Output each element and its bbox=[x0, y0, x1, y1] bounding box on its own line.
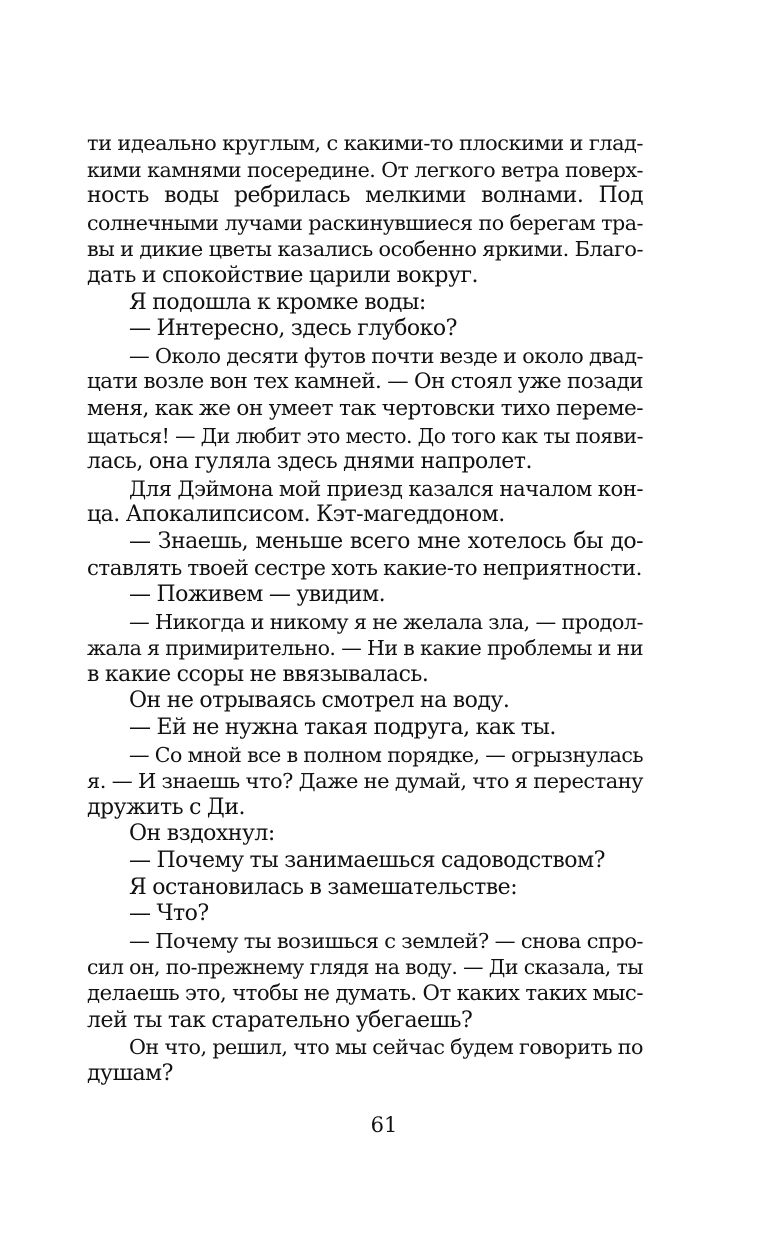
text-line: Я остановилась в замешательстве: bbox=[129, 874, 518, 900]
text-line: — Около десяти футов почти везде и около двад- bbox=[129, 343, 643, 368]
text-line: — Почему ты возишься с землей? — снова спро- bbox=[129, 928, 643, 953]
text-line: — Интересно, здесь глубоко? bbox=[129, 316, 457, 342]
text-line: дружить с Ди. bbox=[87, 794, 245, 820]
body-text bbox=[87, 130, 643, 1087]
text-line: сил он, по-прежнему глядя на воду. — Ди сказала, ты bbox=[87, 955, 643, 980]
text-line: Для Дэймона мой приезд казался началом кон- bbox=[129, 475, 643, 501]
text-line: ца. Апокалипсисом. Кэт-магеддоном. bbox=[87, 502, 505, 528]
text-line: меня, как же он умеет так чертовски тихо переме- bbox=[87, 395, 643, 421]
text-line: — Знаешь, меньше всего мне хотелось бы до- bbox=[129, 528, 643, 554]
text-line: щаться! — Ди любит это место. До того как ты появи- bbox=[87, 423, 643, 448]
text-line: делаешь это, чтобы не думать. От каких таких мыс- bbox=[87, 981, 643, 1006]
text-line: — Ей не нужна такая подруга, как ты. bbox=[129, 715, 556, 741]
text-line: в какие ссоры не ввязывалась. bbox=[87, 661, 429, 687]
text-line: я. — И знаешь что? Даже не думай, что я перестану bbox=[87, 769, 643, 794]
text-line: Он не отрываясь смотрел на воду. bbox=[129, 688, 510, 714]
page-number: 61 bbox=[370, 1113, 398, 1137]
text-line: Он что, решил, что мы сейчас будем говорить по bbox=[129, 1035, 643, 1060]
text-line: — Поживем — увидим. bbox=[129, 582, 386, 608]
text-line: ность воды ребрилась мелкими волнами. Под bbox=[87, 183, 643, 209]
text-line: вы и дикие цветы казались особенно яркими. Благо- bbox=[87, 237, 643, 262]
text-line: дать и спокойствие царили вокруг. bbox=[87, 262, 478, 288]
text-line: цати возле вон тех камней. — Он стоял уже позади bbox=[87, 369, 643, 395]
text-line: — Никогда и никому я не желала зла, — продол- bbox=[129, 609, 643, 634]
text-line: — Со мной все в полном порядке, — огрызнулась bbox=[129, 742, 643, 767]
text-line: кими камнями посередине. От легкого ветра поверх- bbox=[87, 157, 643, 182]
text-line: ставлять твоей сестре хоть какие-то неприятности. bbox=[87, 555, 642, 581]
text-line: ти идеально круглым, с какими-то плоскими и глад- bbox=[87, 131, 643, 155]
text-line: — Почему ты занимаешься садоводством? bbox=[129, 848, 605, 874]
text-line: Я подошла к кромке воды: bbox=[129, 289, 426, 315]
text-line: Он вздохнул: bbox=[129, 821, 275, 847]
text-line: лась, она гуляла здесь днями напролет. bbox=[87, 449, 532, 475]
text-line: душам? bbox=[87, 1060, 173, 1086]
text-line: — Что? bbox=[129, 901, 209, 927]
text-line: лей ты так старательно убегаешь? bbox=[87, 1007, 473, 1033]
text-line: жала я примирительно. — Ни в какие проблемы и ни bbox=[87, 636, 643, 661]
text-line: солнечными лучами раскинувшиеся по берегам тра- bbox=[87, 210, 643, 235]
